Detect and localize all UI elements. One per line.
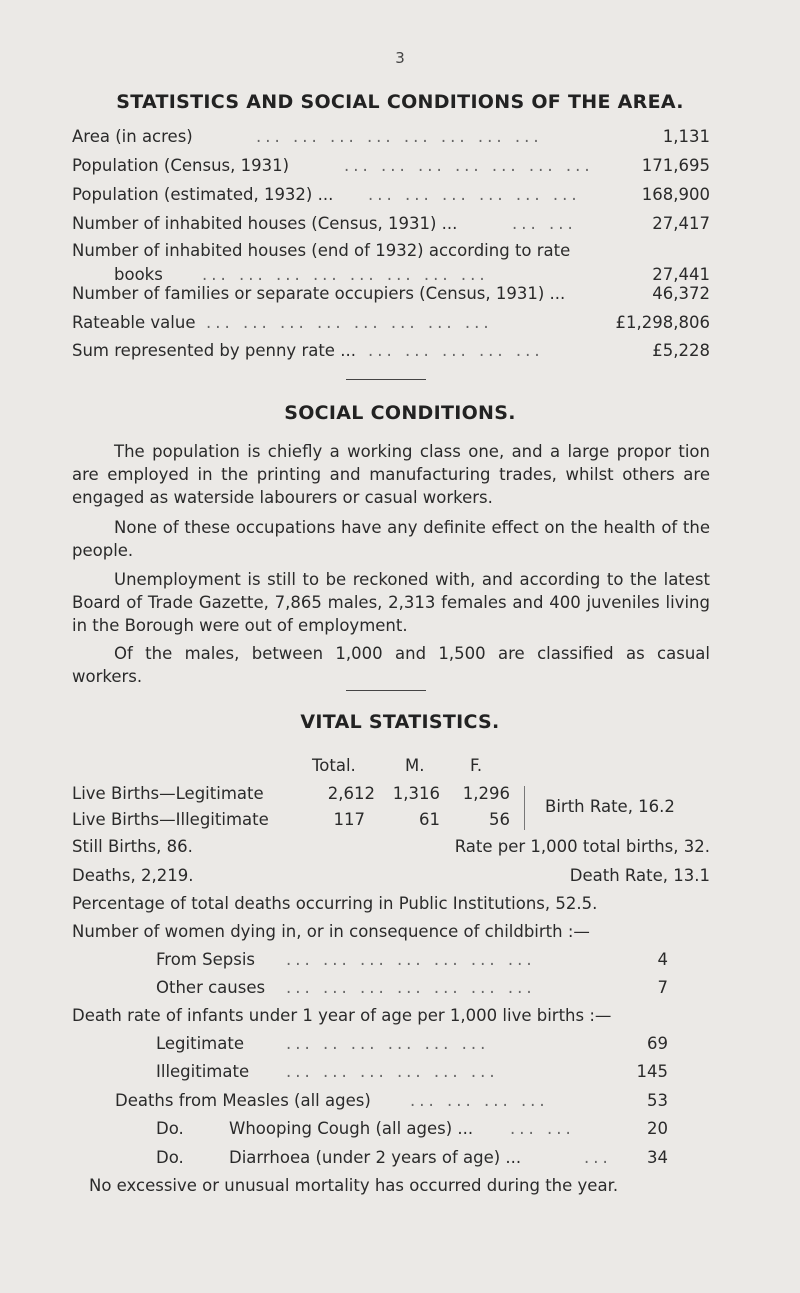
stat-label: Sum represented by penny rate ...: [72, 341, 356, 360]
stat-label: Number of inhabited houses (end of 1932) according to rate: [72, 241, 571, 260]
infant-legit-label: Legitimate: [156, 1034, 244, 1053]
stat-row: [72, 341, 710, 363]
stat-value: 46,372: [652, 284, 710, 303]
stat-value: 27,417: [652, 214, 710, 233]
brace: [524, 786, 525, 830]
diarrhoea-value: 34: [647, 1148, 668, 1167]
social-paragraph-2: None of these occupations have any definite effect on the health of the people.: [72, 518, 710, 560]
stat-value: £5,228: [652, 341, 710, 360]
deaths-total: Deaths, 2,219.: [72, 866, 194, 885]
stat-row: [72, 185, 710, 207]
births-illegit-m: 61: [419, 810, 440, 829]
col-header-total: Total.: [312, 756, 356, 775]
stat-row: [72, 241, 710, 289]
leader-dots: ... ... ... ... ... ...: [368, 185, 581, 204]
leader-dots: ... ... ... ... ...: [368, 341, 544, 360]
stat-label: Number of families or separate occupiers (Census, 1931) ...: [72, 284, 566, 303]
stat-label: Number of inhabited houses (Census, 1931) ...: [72, 214, 458, 233]
section-divider: [346, 690, 426, 691]
still-birth-rate: Rate per 1,000 total births, 32.: [454, 837, 710, 856]
section-divider: [346, 379, 426, 380]
births-illegit-total: 117: [333, 810, 365, 829]
whooping-label: Whooping Cough (all ages) ...: [229, 1119, 474, 1138]
leader-dots: ... ... ... ... ... ... ...: [344, 156, 594, 175]
other-causes-value: 7: [657, 978, 668, 997]
social-paragraph-1: The population is chiefly a working class one, and a large propor tion are employed in the printing and manufacturing trades, whilst others are engaged as waterside labourers or casual workers.: [72, 442, 710, 507]
whooping-do: Do.: [156, 1119, 184, 1138]
col-header-m: M.: [405, 756, 425, 775]
diarrhoea-label: Diarrhoea (under 2 years of age) ...: [229, 1148, 522, 1167]
measles-value: 53: [647, 1091, 668, 1110]
infant-intro: Death rate of infants under 1 year of age per 1,000 live births :—: [72, 1006, 612, 1025]
leader-dots: ... ... ... ... ... ...: [286, 1062, 499, 1081]
births-legit-total: 2,612: [327, 784, 375, 803]
vital-heading: VITAL STATISTICS.: [300, 711, 500, 733]
still-births: Still Births, 86.: [72, 837, 193, 856]
whooping-value: 20: [647, 1119, 668, 1138]
birth-rate: Birth Rate, 16.2: [545, 797, 675, 816]
stat-value: £1,298,806: [615, 313, 710, 332]
page-number: 3: [395, 49, 405, 67]
leader-dots: ... ... ... ... ... ... ...: [286, 978, 536, 997]
stat-row: [72, 214, 710, 236]
stat-label: Area (in acres): [72, 127, 193, 146]
stat-value: 171,695: [641, 156, 710, 175]
stat-label: Rateable value: [72, 313, 196, 332]
col-header-f: F.: [470, 756, 483, 775]
sepsis-value: 4: [657, 950, 668, 969]
stat-label: Population (estimated, 1932) ...: [72, 185, 334, 204]
stat-label-continued: books: [114, 265, 163, 284]
leader-dots: ... .. ... ... ... ...: [286, 1034, 490, 1053]
leader-dots: ... ... ... ... ... ... ... ...: [202, 265, 489, 284]
sepsis-label: From Sepsis: [156, 950, 255, 969]
childbirth-intro: Number of women dying in, or in consequence of childbirth :—: [72, 922, 590, 941]
leader-dots: ... ... ... ...: [410, 1091, 549, 1110]
births-legit-f: 1,296: [462, 784, 510, 803]
infant-legit-value: 69: [647, 1034, 668, 1053]
births-legit-label: Live Births—Legitimate: [72, 784, 264, 803]
diarrhoea-do: Do.: [156, 1148, 184, 1167]
social-paragraph-3: Unemployment is still to be reckoned with, and according to the latest Board of Trade Gazette, 7,865 males, 2,313 females and 400 juveniles living in the Borough were out of employment.: [72, 570, 710, 635]
births-legit-m: 1,316: [392, 784, 440, 803]
leader-dots: ...: [584, 1148, 612, 1167]
stat-row: [72, 127, 710, 149]
stat-label: Population (Census, 1931): [72, 156, 290, 175]
births-illegit-f: 56: [489, 810, 510, 829]
stat-value: 168,900: [641, 185, 710, 204]
leader-dots: ... ... ... ... ... ... ... ...: [256, 127, 543, 146]
stat-row: [72, 156, 710, 178]
births-illegit-label: Live Births—Illegitimate: [72, 810, 269, 829]
stat-value: 27,441: [652, 265, 710, 284]
stat-row-value: [72, 284, 710, 306]
social-paragraph-4: Of the males, between 1,000 and 1,500 are classified as casual workers.: [72, 644, 710, 686]
public-institutions: Percentage of total deaths occurring in Public Institutions, 52.5.: [72, 894, 598, 913]
leader-dots: ... ... ... ... ... ... ...: [286, 950, 536, 969]
other-causes-label: Other causes: [156, 978, 266, 997]
infant-illegit-label: Illegitimate: [156, 1062, 250, 1081]
stat-row: [72, 313, 710, 335]
leader-dots: ... ... ... ... ... ... ... ...: [206, 313, 493, 332]
infant-illegit-value: 145: [636, 1062, 668, 1081]
closing-statement: No excessive or unusual mortality has occurred during the year.: [89, 1176, 619, 1195]
stat-value: 1,131: [662, 127, 710, 146]
leader-dots: ... ...: [510, 1119, 575, 1138]
social-heading: SOCIAL CONDITIONS.: [284, 402, 516, 424]
measles-label: Deaths from Measles (all ages): [115, 1091, 371, 1110]
leader-dots: ... ...: [512, 214, 577, 233]
death-rate: Death Rate, 13.1: [569, 866, 710, 885]
stats-heading: STATISTICS AND SOCIAL CONDITIONS OF THE AREA.: [116, 91, 684, 113]
